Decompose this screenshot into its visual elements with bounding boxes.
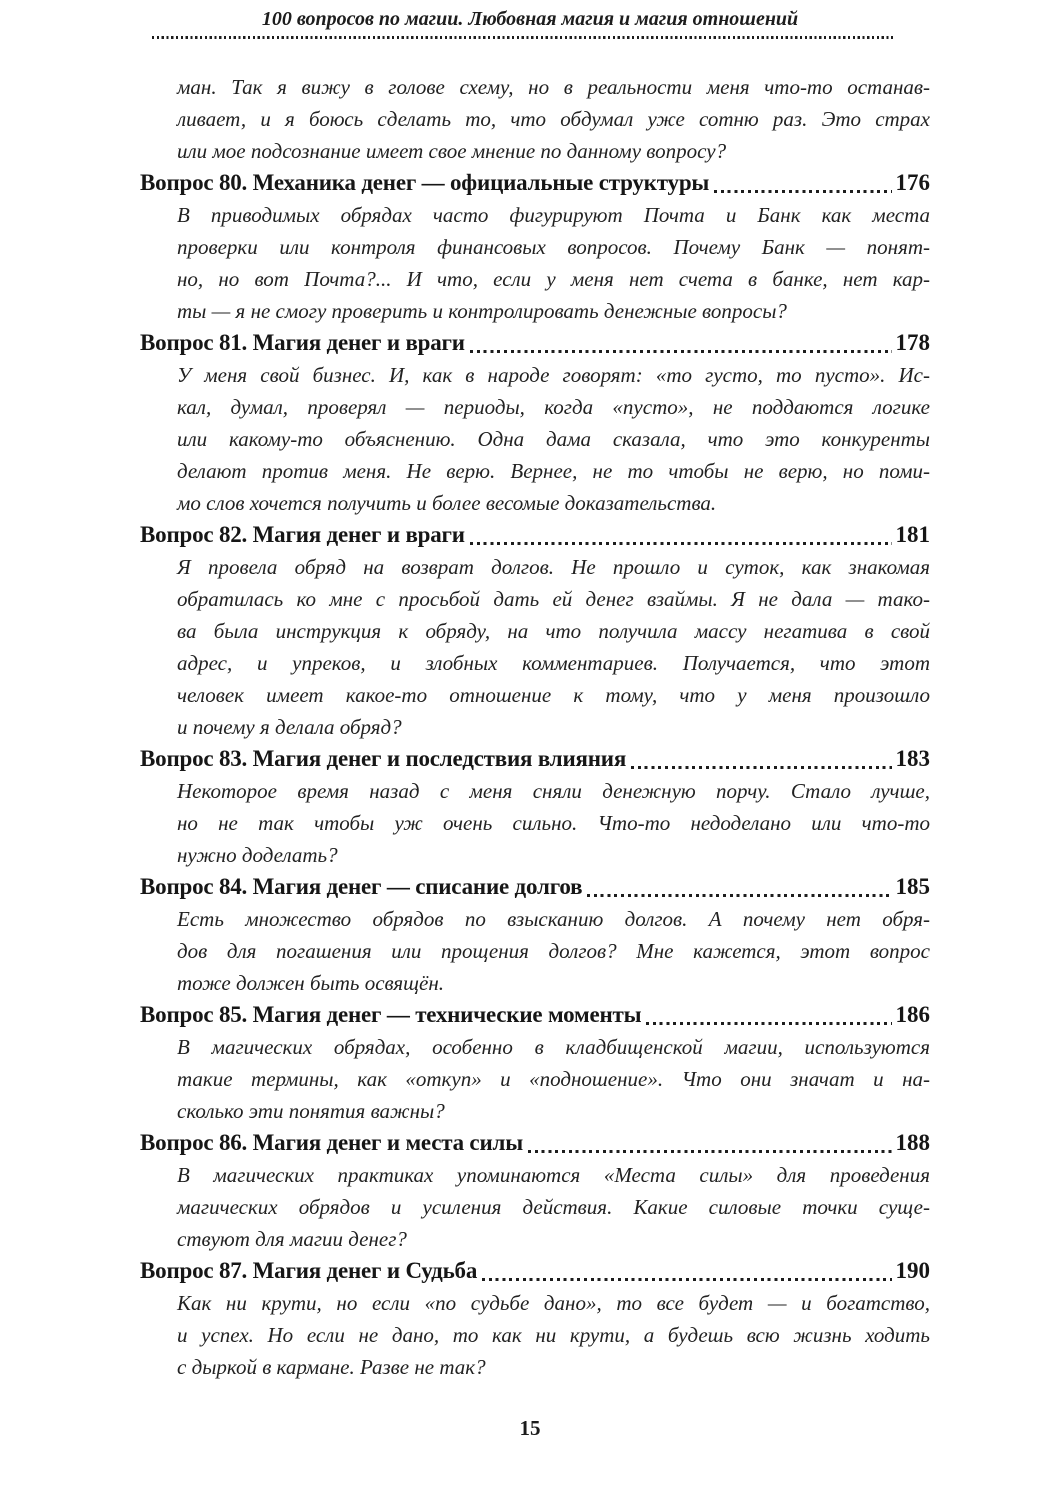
toc-entry-description [177, 1031, 930, 1127]
dot-leader-icon [482, 1278, 891, 1281]
toc-entry-description [177, 775, 930, 871]
toc-entry-title: Вопрос 81. Магия денег и враги [140, 330, 465, 355]
toc-entry-title: Вопрос 83. Магия денег и последствия влияния [140, 746, 627, 771]
toc-entry-page-number: 186 [895, 1002, 930, 1027]
toc-description-line: и успех. Но если не дано, то как ни крути, а будешь всю жизнь ходить [177, 1323, 930, 1347]
footer-page-number: 15 [519, 1416, 541, 1440]
toc-description-line: ман. Так я вижу в голове схему, но в реальности меня что-то останав- [177, 75, 930, 99]
toc-description-line: магических обрядов и усиления действия. Какие силовые точки суще- [177, 1195, 930, 1219]
toc-list [140, 71, 930, 1383]
toc-description-line: и почему я делала обряд? [177, 715, 402, 739]
toc-description-line: обратилась ко мне с просьбой дать ей денег взаймы. Я не дала — тако- [177, 587, 930, 611]
toc-description-line: ливает, и я боюсь сделать то, что обдумал уже сотню раз. Это страх [177, 107, 930, 131]
dot-leader-icon [528, 1150, 892, 1153]
toc-entry-page-number: 190 [895, 1258, 930, 1283]
toc-description-line: адрес, и упреков, и злобных комментариев. Получается, что этот [177, 651, 930, 675]
toc-entry-description [177, 199, 930, 327]
toc-description-line: ствуют для магии денег? [177, 1227, 407, 1251]
toc-description-line: Некоторое время назад с меня сняли денежную порчу. Стало лучше, [177, 779, 930, 803]
toc-entry [140, 327, 930, 519]
dot-leader-icon [587, 894, 891, 897]
toc-entry-description [177, 359, 930, 519]
toc-entry-heading [140, 327, 930, 359]
toc-entry [140, 871, 930, 999]
toc-description-line: делают против меня. Не верю. Вернее, не то чтобы не верю, но поми- [177, 459, 930, 483]
toc-description-line: кал, думал, проверял — периоды, когда «пусто», не поддаются логике [177, 395, 930, 419]
toc-description-line: У меня свой бизнес. И, как в народе говорят: «то густо, то пусто». Ис- [177, 363, 930, 387]
toc-entry-title: Вопрос 84. Магия денег — списание долгов [140, 874, 583, 899]
toc-description-line: В приводимых обрядах часто фигурируют Почта и Банк как места [177, 203, 930, 227]
toc-entry-page-number: 178 [895, 330, 930, 355]
toc-entry-page-number: 183 [895, 746, 930, 771]
toc-entry-heading [140, 1255, 930, 1287]
toc-description-line: Как ни крути, но если «по судьбе дано», то все будет — и богатство, [177, 1291, 930, 1315]
toc-description-line: В магических обрядах, особенно в кладбищенской магии, используются [177, 1035, 930, 1059]
dot-leader-icon [646, 1022, 891, 1025]
toc-entry-heading [140, 1127, 930, 1159]
toc-entry-heading [140, 519, 930, 551]
toc-entry [140, 167, 930, 327]
toc-description-line: нужно доделать? [177, 843, 338, 867]
toc-description-line: но не так чтобы уж очень сильно. Что-то недоделано или что-то [177, 811, 930, 835]
toc-entry [140, 1255, 930, 1383]
toc-entry-description [177, 551, 930, 743]
toc-description-line: Я провела обряд на возврат долгов. Не прошло и суток, как знакомая [177, 555, 930, 579]
toc-entry-title: Вопрос 87. Магия денег и Судьба [140, 1258, 478, 1283]
running-header: 100 вопросов по магии. Любовная магия и магия отношений [261, 8, 799, 30]
toc-entry-title: Вопрос 85. Магия денег — технические моменты [140, 1002, 642, 1027]
dot-leader-icon [631, 766, 891, 769]
toc-description-line: или какому-то объяснению. Одна дама сказала, что это конкуренты [177, 427, 930, 451]
toc-entry-heading [140, 999, 930, 1031]
toc-description-line: Есть множество обрядов по взысканию долгов. А почему нет обря- [177, 907, 930, 931]
toc-description-line: сколько эти понятия важны? [177, 1099, 445, 1123]
toc-description-line: с дыркой в кармане. Разве не так? [177, 1355, 486, 1379]
toc-description-line: мо слов хочется получить и более весомые доказательства. [177, 491, 717, 515]
toc-description-line: ты — я не смогу проверить и контролировать денежные вопросы? [177, 299, 787, 323]
toc-entry-page-number: 185 [895, 874, 930, 899]
toc-entry [140, 1127, 930, 1255]
toc-entry [140, 999, 930, 1127]
toc-entry-title: Вопрос 86. Магия денег и места силы [140, 1130, 523, 1155]
toc-description-line: проверки или контроля финансовых вопросов. Почему Банк — понят- [177, 235, 930, 259]
header-dotted-rule [152, 36, 893, 39]
continuation-paragraph [177, 71, 930, 167]
toc-entry-description [177, 1159, 930, 1255]
toc-entry-title: Вопрос 80. Механика денег — официальные структуры [140, 170, 710, 195]
toc-entry [140, 743, 930, 871]
toc-description-line: такие термины, как «откуп» и «подношение». Что они значат и на- [177, 1067, 930, 1091]
toc-description-line: или мое подсознание имеет свое мнение по данному вопросу? [177, 139, 727, 163]
toc-description-line: В магических практиках упоминаются «Места силы» для проведения [177, 1163, 930, 1187]
toc-entry [140, 519, 930, 743]
toc-entry-description [177, 1287, 930, 1383]
toc-entry-heading [140, 743, 930, 775]
toc-description-line: дов для погашения или прощения долгов? Мне кажется, этот вопрос [177, 939, 930, 963]
toc-entry-page-number: 176 [895, 170, 930, 195]
toc-entry-page-number: 188 [895, 1130, 930, 1155]
toc-entry-title: Вопрос 82. Магия денег и враги [140, 522, 465, 547]
toc-entry-page-number: 181 [895, 522, 930, 547]
toc-entry-heading [140, 871, 930, 903]
toc-entry-description [177, 903, 930, 999]
toc-description-line: ва была инструкция к обряду, на что получила массу негатива в свой [177, 619, 930, 643]
toc-entry-heading [140, 167, 930, 199]
dot-leader-icon [470, 350, 892, 353]
toc-description-line: человек имеет какое-то отношение к тому, что у меня произошло [177, 683, 930, 707]
dot-leader-icon [714, 190, 891, 193]
dot-leader-icon [470, 542, 892, 545]
toc-description-line: но, но вот Почта?... И что, если у меня нет счета в банке, нет кар- [177, 267, 930, 291]
toc-description-line: тоже должен быть освящён. [177, 971, 444, 995]
